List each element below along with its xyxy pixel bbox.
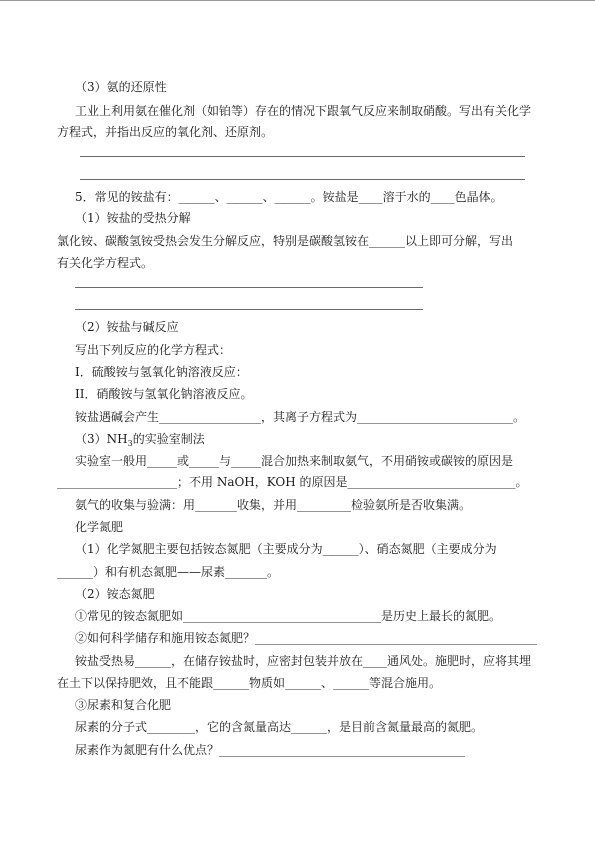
subscript-3: 3: [127, 439, 133, 448]
paragraph-line: （1）化学氮肥主要包括铵态氮肥（主要成分为______）、硝态氮肥（主要成分为: [75, 542, 497, 556]
subsection-heading-salt-base-reaction: （2）铵盐与碱反应: [75, 320, 179, 334]
subsection-heading-urea-compound-fertilizer: ③尿素和复合化肥: [75, 698, 172, 712]
subsection-heading-nh3-lab-preparation: [75, 431, 205, 449]
paragraph-line: 氨气的收集与验满：用_______收集，并用_________检验氨所是否收集满。: [75, 498, 472, 512]
paragraph-line: ______）和有机态氮肥——尿素_______。: [57, 565, 280, 579]
paragraph-line: 铵盐受热易______，在储存铵盐时，应密封包装并放在____通风处。施肥时，应将其埋: [75, 654, 532, 668]
subsection-heading-thermal-decomposition: （1）铵盐的受热分解: [75, 211, 191, 225]
heading-text: 的实验室制法: [132, 432, 205, 446]
paragraph-line: ②如何科学储存和施用铵态氮肥？_______________________________________________: [75, 631, 538, 645]
paragraph-line: 写出下列反应的化学方程式：: [75, 343, 232, 357]
paragraph-line: 氯化铵、碳酸氢铵受热会发生分解反应，特别是碳酸氢铵在______以上即可分解，写出: [57, 234, 514, 248]
paragraph-line: 尿素的分子式________，它的含氮量高达______，是目前含氮量最高的氮肥。: [75, 720, 484, 734]
paragraph-line: I．硫酸铵与氢氧化钠溶液反应：: [75, 365, 248, 379]
paragraph-line: 尿素作为氮肥有什么优点？_________________________________________: [75, 743, 466, 757]
heading-text: （3）NH: [75, 432, 128, 446]
paragraph-line: 实验室一般用_____或_____与_____混合加热来制取氨气，不用硝铵或碳铵的原因是: [75, 454, 514, 468]
section-heading-chemical-nitrogen-fertilizer: 化学氮肥: [75, 520, 124, 534]
paragraph-line: 在土下以保持肥效，且不能跟______物质如______、______等混合施用。: [57, 676, 442, 690]
answer-line: [80, 179, 525, 180]
subsection-heading-ammonium-fertilizer: （2）铵态氮肥: [75, 587, 155, 601]
paragraph-line: ①常见的铵态氮肥如_________________________________是历史上最长的氮肥。: [75, 609, 502, 623]
answer-line: [80, 156, 525, 157]
paragraph-line: 方程式，并指出反应的氧化剂、还原剂。: [57, 125, 274, 139]
paragraph-line: 有关化学方程式。: [57, 256, 154, 270]
paragraph-line: 铵盐遇碱会产生_________________，其离子方程式为__________________________。: [75, 410, 526, 424]
paragraph-line: 工业上利用氨在催化剂（如铂等）存在的情况下跟氧气反应来制取硝酸。写出有关化学: [75, 104, 532, 118]
paragraph-line: II．硝酸铵与氢氧化钠溶液反应。: [75, 387, 253, 401]
page-top-border: [0, 0, 595, 1]
question-5-line: 5．常见的铵盐有：______、______、______。铵盐是____溶于水的____色晶体。: [75, 190, 503, 204]
answer-line: [75, 287, 423, 288]
answer-line: [75, 309, 423, 310]
subsection-heading-ammonia-reducibility: （3）氨的还原性: [75, 80, 167, 94]
paragraph-line: ____________________；不用 NaOH，KOH 的原因是____________________________。: [57, 475, 528, 489]
